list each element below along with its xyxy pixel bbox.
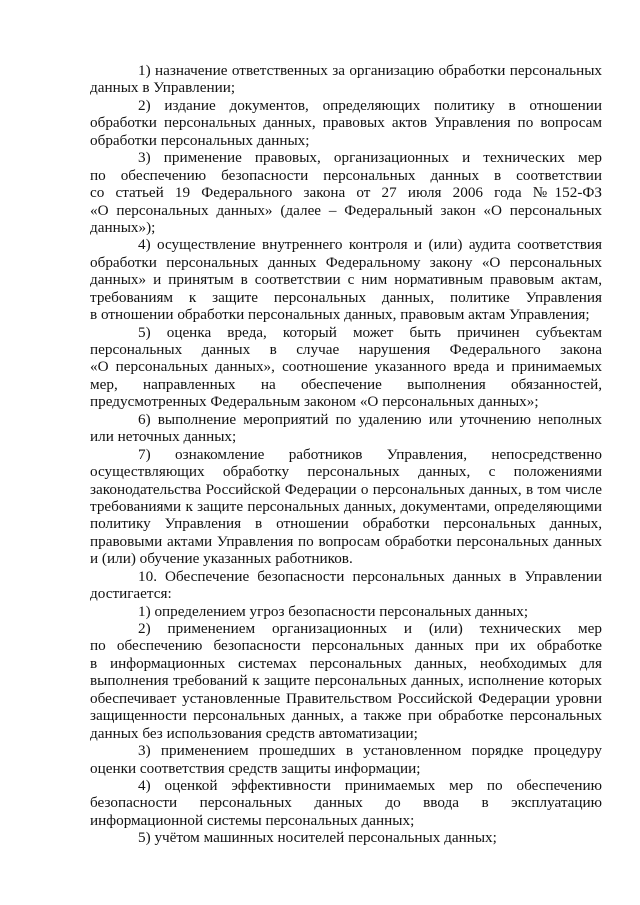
text-line: в отношении обработки персональных данных, правовым актам Управления;: [90, 306, 590, 324]
text-line: 10. Обеспечение безопасности персональных данных в Управлении: [138, 567, 602, 585]
text-line: осуществляющих обработку персональных данных, с положениями: [90, 463, 602, 481]
paragraph: [90, 411, 602, 446]
text-line: информационной системы персональных данных;: [90, 811, 415, 829]
text-line: политику Управления в отношении обработки персональных данных,: [90, 515, 602, 533]
text-line: правовыми актами Управления по вопросам обработки персональных данных: [90, 532, 602, 550]
text-line: 2) применением организационных и (или) технических мер: [138, 620, 602, 637]
text-line: 7) ознакомление работников Управления, непосредственно: [138, 445, 602, 463]
paragraph: [90, 446, 602, 568]
document-body: [90, 62, 602, 847]
text-line: 4) осуществление внутреннего контроля и (или) аудита соответствия: [138, 236, 602, 254]
text-line: 3) применением прошедших в установленном порядке процедуру: [138, 742, 602, 760]
text-line: и (или) обучение указанных работников.: [90, 550, 353, 568]
text-line: данных» и принятым в соответствии с ним нормативным правовым актам,: [90, 271, 602, 289]
text-line: обработки персональных данных, правовых актов Управления по вопросам: [90, 114, 602, 132]
text-line: защищенности персональных данных, а также при обработке персональных: [90, 707, 602, 725]
text-line: 5) оценка вреда, который может быть причинен субъектам: [138, 323, 602, 341]
paragraph: [90, 742, 602, 777]
text-line: обработки персональных данных Федеральному закону «О персональных: [90, 253, 602, 271]
text-line: мер, направленных на обеспечение выполнения обязанностей,: [90, 375, 602, 393]
paragraph: [90, 568, 602, 603]
text-line: 5) учётом машинных носителей персональных данных;: [138, 829, 497, 847]
paragraph: [90, 149, 602, 236]
text-line: выполнения требований к защите персональных данных, исполнение которых: [90, 672, 602, 690]
paragraph: [90, 62, 602, 97]
text-line: по обеспечению безопасности персональных данных при их обработке: [90, 637, 602, 655]
text-line: безопасности персональных данных до ввода в эксплуатацию: [90, 794, 602, 812]
paragraph: [90, 777, 602, 829]
text-line: 4) оценкой эффективности принимаемых мер по обеспечению: [138, 776, 602, 794]
text-line: данных в Управлении;: [90, 79, 236, 97]
text-line: обработки персональных данных;: [90, 131, 310, 149]
paragraph: [90, 324, 602, 411]
paragraph: [90, 620, 602, 742]
text-line: требованиям к защите персональных данных, политике Управления: [90, 288, 602, 306]
paragraph: [90, 97, 602, 149]
text-line: законодательства Российской Федерации о персональных данных, в том числе: [90, 480, 602, 498]
text-line: 2) издание документов, определяющих политику в отношении: [138, 96, 602, 114]
paragraph: [90, 829, 602, 846]
text-line: оценки соответствия средств защиты информации;: [90, 759, 421, 777]
text-line: предусмотренных Федеральным законом «О персональных данных»;: [90, 393, 539, 411]
text-line: по обеспечению безопасности персональных данных в соответствии: [90, 166, 602, 184]
text-line: 1) назначение ответственных за организацию обработки персональных: [138, 62, 602, 79]
text-line: «О персональных данных» (далее – Федеральный закон «О персональных: [90, 201, 602, 219]
text-line: достигается:: [90, 585, 172, 603]
text-line: персональных данных в случае нарушения Федерального закона: [90, 341, 602, 358]
text-line: в информационных системах персональных данных, необходимых для: [90, 654, 602, 672]
text-line: обеспечивает установленные Правительством Российской Федерации уровни: [90, 689, 602, 707]
text-line: 6) выполнение мероприятий по удалению или уточнению неполных: [138, 410, 602, 428]
text-line: требованиями к защите персональных данных, документами, определяющими: [90, 497, 602, 515]
text-line: данных»);: [90, 218, 156, 236]
text-line: 1) определением угроз безопасности персональных данных;: [138, 602, 529, 620]
text-line: со статьей 19 Федерального закона от 27 июля 2006 года №152-ФЗ: [90, 184, 602, 202]
text-line: «О персональных данных», соотношение указанного вреда и принимаемых: [90, 358, 602, 376]
text-line: данных без использования средств автоматизации;: [90, 724, 418, 742]
paragraph: [90, 236, 602, 323]
text-line: 3) применение правовых, организационных и технических мер: [138, 149, 602, 167]
paragraph: [90, 603, 602, 620]
text-line: или неточных данных;: [90, 428, 237, 446]
